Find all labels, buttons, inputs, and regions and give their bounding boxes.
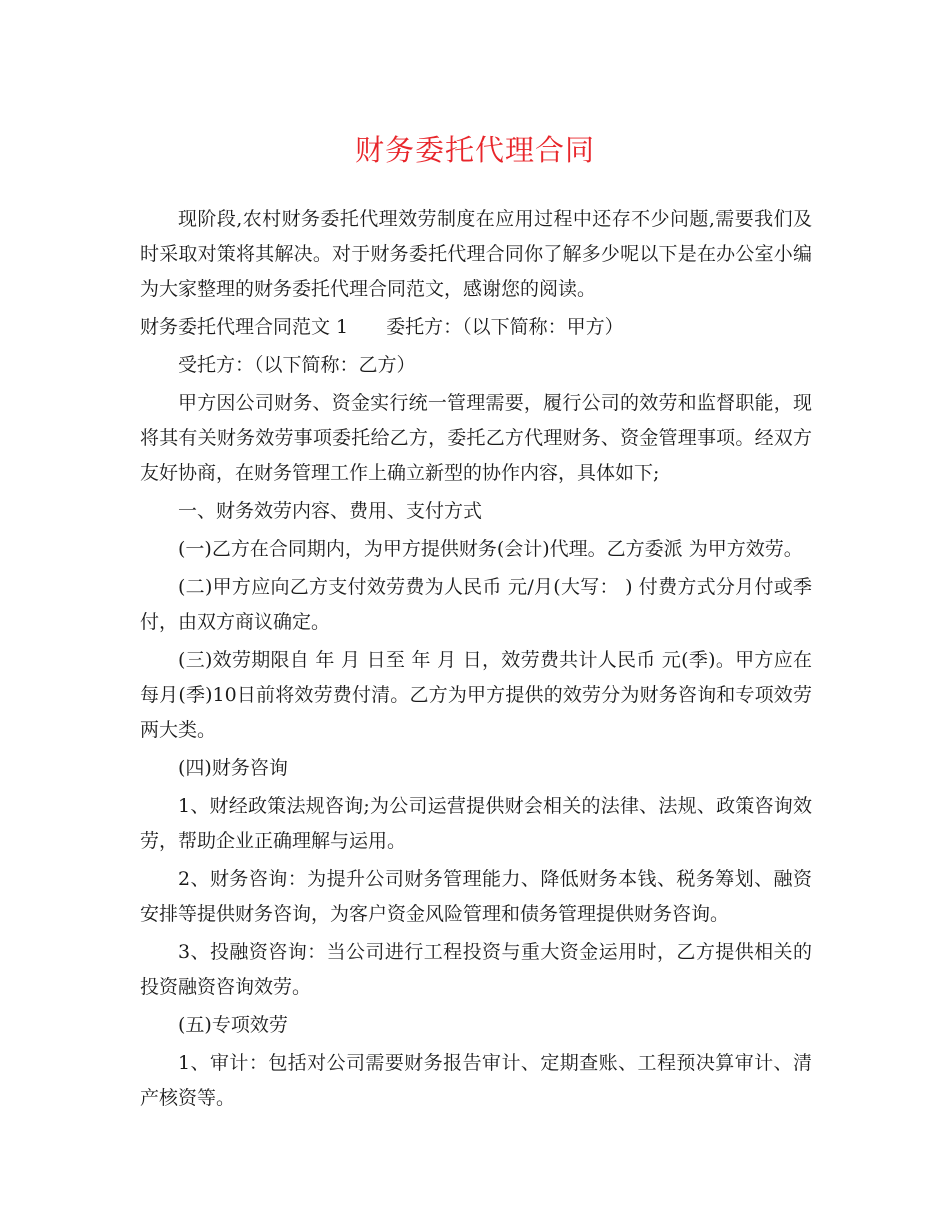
clause-2: (二)甲方应向乙方支付效劳费为人民币 元/月(大写： ) 付费方式分月付或季付，由双方商议确定。 — [140, 576, 812, 633]
purpose-paragraph: 甲方因公司财务、资金实行统一管理需要，履行公司的效劳和监督职能，现将其有关财务效劳事项委托给乙方，委托乙方代理财务、资金管理事项。经双方友好协商，在财务管理工作上确立新型的协作内容，具体如下; — [140, 392, 812, 484]
sample-heading: 财务委托代理合同范文 1 — [140, 316, 349, 338]
clause-1: (一)乙方在合同期内，为甲方提供财务(会计)代理。乙方委派 为甲方效劳。 — [178, 538, 803, 560]
consulting-item-3: 3、投融资咨询：当公司进行工程投资与重大资金运用时，乙方提供相关的投资融资咨询效劳。 — [140, 941, 812, 998]
consulting-item-1: 1、财经政策法规咨询;为公司运营提供财会相关的法律、法规、政策咨询效劳，帮助企业正确理解与运用。 — [140, 795, 812, 852]
consulting-item-2: 2、财务咨询：为提升公司财务管理能力、降低财务本钱、税务筹划、融资安排等提供财务咨询，为客户资金风险管理和债务管理提供财务咨询。 — [140, 868, 812, 925]
subsection-consulting: (四)财务咨询 — [178, 757, 288, 779]
intro-paragraph: 现阶段,农村财务委托代理效劳制度在应用过程中还存不少问题,需要我们及时采取对策将其解决。对于财务委托代理合同你了解多少呢以下是在办公室小编为大家整理的财务委托代理合同范文，感谢您的阅读。 — [140, 208, 812, 300]
sample-heading-line — [140, 310, 812, 345]
client-party: 委托方：（以下简称：甲方） — [386, 316, 624, 338]
subsection-special-services: (五)专项效劳 — [178, 1014, 288, 1036]
document-title: 财务委托代理合同 — [354, 133, 595, 167]
special-item-1: 1、审计：包括对公司需要财务报告审计、定期查账、工程预决算审计、清产核资等。 — [140, 1052, 812, 1109]
clause-3: (三)效劳期限自 年 月 日至 年 月 日，效劳费共计人民币 元(季)。甲方应在每月(季)10日前将效劳费付清。乙方为甲方提供的效劳分为财务咨询和专项效劳两大类。 — [140, 649, 812, 741]
section-heading: 一、财务效劳内容、费用、支付方式 — [178, 500, 483, 522]
contractor-party: 受托方：（以下简称：乙方） — [178, 354, 416, 376]
document-body — [140, 202, 812, 1119]
